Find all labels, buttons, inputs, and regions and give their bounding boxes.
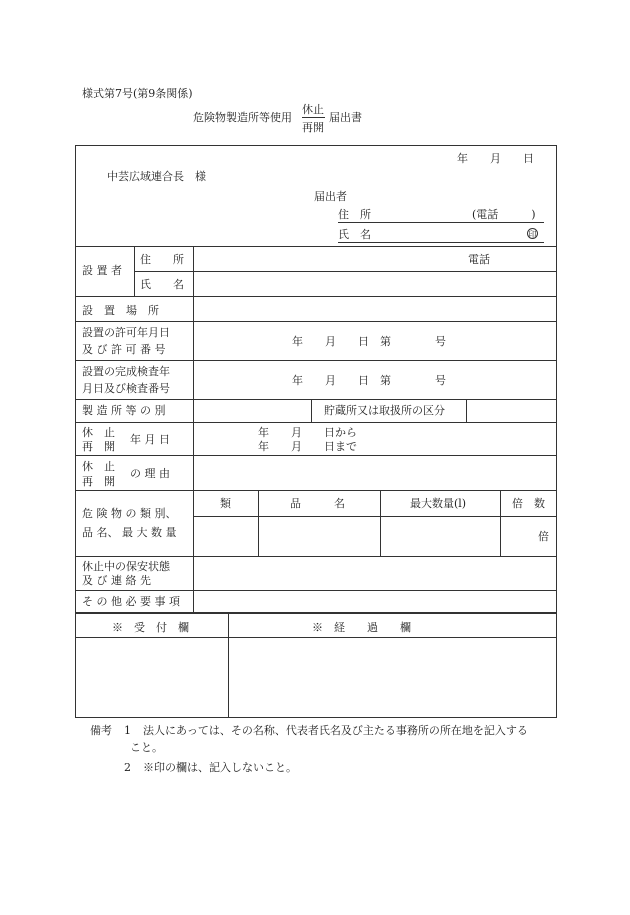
seal-mark: 印 — [528, 230, 537, 239]
inspection-label-line1: 設置の完成検査年 — [82, 365, 170, 378]
notes-heading: 備考 — [90, 724, 112, 737]
form-title-option-suspend: 休止 — [302, 103, 324, 116]
note-1-number: 1 — [124, 724, 131, 737]
form-title-option-resume: 再開 — [302, 121, 324, 134]
date-line: 年 月 日 — [457, 152, 534, 165]
inspection-label-line2: 月日及び検査番号 — [82, 382, 170, 395]
notifier-name-label: 氏 名 — [338, 228, 371, 241]
installer-address-label: 住 所 — [140, 253, 184, 266]
safety-label-line2: 及 び 連 絡 先 — [82, 574, 151, 587]
reason-label-suspend: 休 止 — [82, 460, 115, 473]
notifier-phone-label: (電話 ) — [472, 208, 536, 221]
note-2-text: ※印の欄は、記入しないこと。 — [143, 761, 297, 774]
note-1-continuation: こと。 — [130, 741, 163, 754]
hazmat-col-name: 品 名 — [290, 497, 345, 510]
period-label-resume: 再 開 — [82, 440, 115, 453]
hazmat-col-multiple: 倍 数 — [512, 497, 545, 510]
installer-label: 設 置 者 — [82, 264, 122, 277]
storage-category-label: 貯蔵所又は取扱所の区分 — [324, 404, 445, 417]
form-title-main: 危険物製造所等使用 — [193, 111, 292, 124]
hazmat-col-max: 最大数量(l) — [410, 497, 467, 510]
notifier-address-label: 住 所 — [338, 208, 371, 221]
installer-phone-label: 電話 — [468, 253, 490, 266]
other-matters-label: そ の 他 必 要 事 項 — [82, 595, 180, 608]
form-title-suffix: 届出書 — [329, 111, 362, 124]
period-from: 年 月 日から — [258, 426, 357, 439]
location-label: 設 置 場 所 — [82, 304, 159, 317]
safety-label-line1: 休止中の保安状態 — [82, 560, 170, 573]
installer-name-label: 氏 名 — [140, 278, 184, 291]
reason-label-main: の 理 由 — [130, 467, 170, 480]
notifier-label: 届出者 — [314, 190, 347, 203]
note-2-number: 2 — [124, 761, 131, 774]
notifier-address-underline — [338, 222, 544, 223]
title-option-divider — [302, 117, 325, 118]
facility-type-label: 製 造 所 等 の 別 — [82, 404, 166, 417]
inspection-date-number: 年 月 日 第 号 — [292, 374, 446, 387]
addressee: 中芸広域連合長 様 — [107, 170, 206, 183]
form-number: 様式第7号(第9条関係) — [82, 87, 193, 100]
period-label-date: 年 月 日 — [130, 433, 170, 446]
reception-label: ※ 受 付 欄 — [112, 621, 189, 634]
period-to: 年 月 日まで — [258, 440, 357, 453]
hazmat-label-line2: 品 名、 最 大 数 量 — [82, 526, 177, 539]
permit-label-line1: 設置の許可年月日 — [82, 326, 170, 339]
hazmat-col-class: 類 — [220, 497, 231, 510]
progress-label: ※ 経 過 欄 — [312, 621, 411, 634]
notifier-name-underline — [338, 242, 544, 243]
permit-date-number: 年 月 日 第 号 — [292, 335, 446, 348]
permit-label-line2: 及 び 許 可 番 号 — [82, 343, 166, 356]
period-label-suspend: 休 止 — [82, 426, 115, 439]
hazmat-multiple-unit: 倍 — [538, 530, 549, 543]
reason-label-resume: 再 開 — [82, 475, 115, 488]
hazmat-label-line1: 危 険 物 の 類 別、 — [82, 507, 177, 520]
note-1-text: 法人にあっては、その名称、代表者氏名及び主たる事務所の所在地を記入する — [143, 724, 528, 737]
